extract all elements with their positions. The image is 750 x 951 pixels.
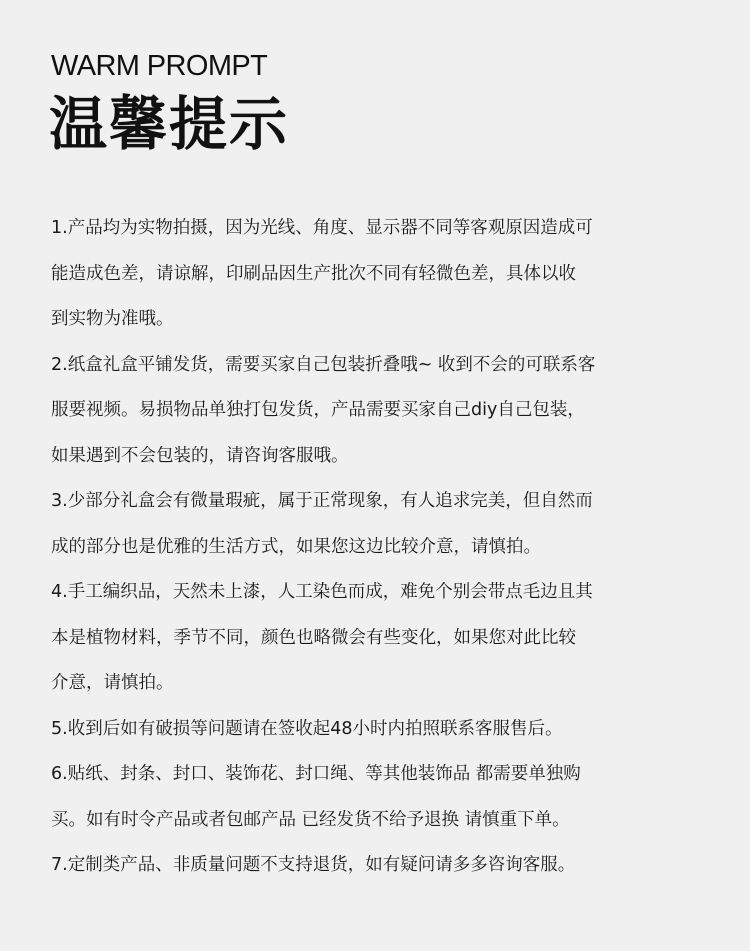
note-6 xyxy=(51,752,701,843)
note-1 xyxy=(51,206,701,343)
note-line: 1.产品均为实物拍摄，因为光线、角度、显示器不同等客观原因造成可 xyxy=(51,218,593,238)
note-2 xyxy=(51,343,701,480)
note-line: 服要视频。易损物品单独打包发货，产品需要买家自己diy自己包装， xyxy=(51,400,585,420)
page-subtitle: WARM PROMPT xyxy=(51,50,268,82)
note-line: 能造成色差，请谅解，印刷品因生产批次不同有轻微色差，具体以收 xyxy=(51,263,576,284)
note-line: 2.纸盒礼盒平铺发货，需要买家自己包装折叠哦~ 收到不会的可联系客 xyxy=(51,354,596,375)
note-line: 5.收到后如有破损等问题请在签收起48小时内拍照联系客服售后。 xyxy=(51,718,563,739)
note-4 xyxy=(51,570,701,707)
note-line: 3.少部分礼盒会有微量瑕疵，属于正常现象，有人追求完美，但自然而 xyxy=(51,491,593,511)
note-line: 7.定制类产品、非质量问题不支持退货，如有疑问请多多咨询客服。 xyxy=(51,855,576,875)
note-line: 4.手工编织品，天然未上漆，人工染色而成，难免个别会带点毛边且其 xyxy=(51,582,593,602)
note-line: 买。如有时令产品或者包邮产品 已经发货不给予退换 请慎重下单。 xyxy=(51,809,570,830)
page-title: 温馨提示 xyxy=(49,90,290,158)
note-line: 本是植物材料，季节不同，颜色也略微会有些变化，如果您对此比较 xyxy=(51,627,576,648)
notes-list xyxy=(51,206,701,889)
note-line: 如果遇到不会包装的，请咨询客服哦。 xyxy=(51,445,349,466)
note-line: 到实物为准哦。 xyxy=(51,309,174,329)
note-line: 介意，请慎拍。 xyxy=(51,673,174,693)
note-line: 成的部分也是优雅的生活方式，如果您这边比较介意，请慎拍。 xyxy=(51,536,541,557)
note-7 xyxy=(51,843,701,889)
note-line: 6.贴纸、封条、封口、装饰花、封口绳、等其他装饰品 都需要单独购 xyxy=(51,764,581,784)
note-5 xyxy=(51,707,701,753)
note-3 xyxy=(51,479,701,570)
